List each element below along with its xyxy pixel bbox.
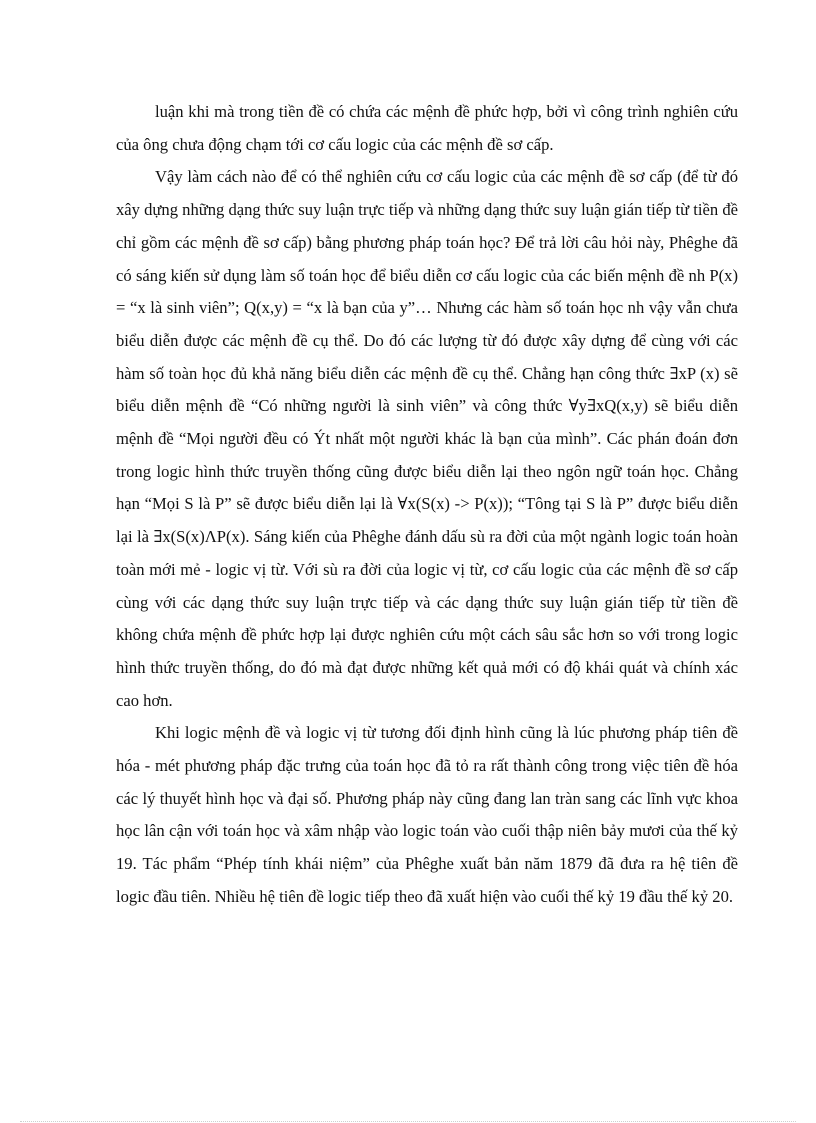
paragraph-1: luận khi mà trong tiền đề có chứa các mệnh đề phức hợp, bởi vì công trình nghiên cứu của ông chưa động chạm tới cơ cấu logic của các mệnh đề sơ cấp. [116, 102, 738, 154]
body-text [116, 96, 738, 914]
paragraph-3: Khi logic mệnh đề và logic vị từ tương đối định hình cũng là lúc phương pháp tiên đề hóa - mét phương pháp đặc trưng của toán học đã tỏ ra rất thành công trong việc tiên đề hóa các lý thuyết hình học và đại số. Phương pháp này cũng đang lan tràn sang các lĩnh vực khoa học lân cận với toán học và xâm nhập vào logic toán vào cuối thập niên bảy mươi của thế kỷ 19. Tác phẩm “Phép tính khái niệm” của Phêghe xuất bản năm 1879 đã đưa ra hệ tiên đề logic đầu tiên. Nhiều hệ tiên đề logic tiếp theo đã xuất hiện vào cuối thế kỷ 19 đầu thế kỷ 20. [116, 723, 738, 906]
paragraph-2: Vậy làm cách nào để có thể nghiên cứu cơ cấu logic của các mệnh đề sơ cấp (để từ đó xây dựng những dạng thức suy luận trực tiếp và những dạng thức suy luận gián tiếp từ tiền đề chỉ gồm các mệnh đề sơ cấp) bằng phương pháp toán học? Để trả lời câu hỏi này, Phêghe đã có sáng kiến sử dụng làm số toán học để biểu diễn cơ cấu logic của các biến mệnh đề nh P(x) = “x là sinh viên”; Q(x,y) = “x là bạn của y”… Nhưng các hàm số toán học nh vậy vẫn chưa biểu diễn được các mệnh đề cụ thể. Do đó các lượng từ đó được xây dựng để cùng với các hàm số toàn học đủ khả năng biểu diễn các mệnh đề cụ thể. Chẳng hạn công thức ∃xP (x) sẽ biểu diễn mệnh đề “Có những người là sinh viên” và công thức ∀y∃xQ(x,y) sẽ biểu diễn mệnh đề “Mọi người đều có Ýt nhất một người khác là bạn của mình”. Các phán đoán đơn trong logic hình thức truyền thống cũng được biểu diễn lại theo ngôn ngữ toán học. Chẳng hạn “Mọi S là P” sẽ được biểu diễn lại là ∀x(S(x) -> P(x)); “Tông tại S là P” được biểu diễn lại là ∃x(S(x)ΛP(x). Sáng kiến của Phêghe đánh dấu sù ra đời của một ngành logic toán hoàn toàn mới mẻ - logic vị từ. Với sù ra đời của logic vị từ, cơ cấu logic của các mệnh đề sơ cấp cùng với các dạng thức suy luận trực tiếp và các dạng thức suy luận gián tiếp từ tiền đề không chứa mệnh đề phức hợp lại được nghiên cứu một cách sâu sắc hơn so với trong logic hình thức truyền thống, do đó mà đạt được những kết quả mới có độ khái quát và chính xác cao hơn. [116, 167, 738, 710]
page-bottom-divider [20, 1121, 796, 1122]
